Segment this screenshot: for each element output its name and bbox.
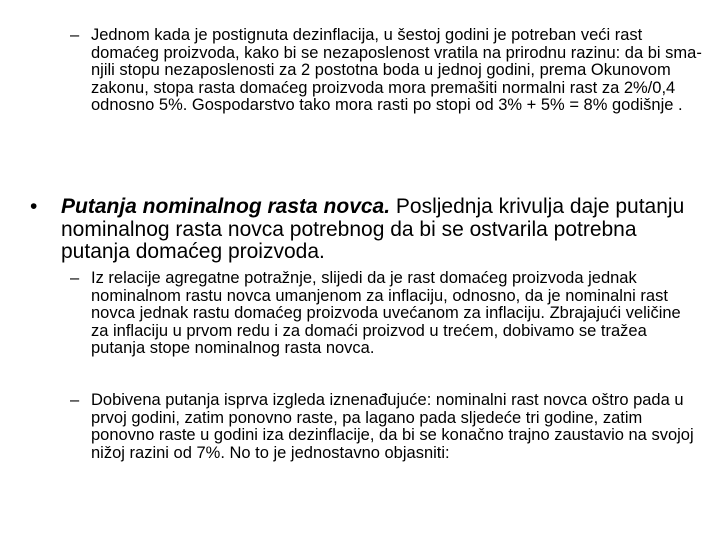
sub-bullet-text: Iz relacije agregatne potražnje, slijedi da je rast domaćeg proizvoda jednak nominalnom rastu novca umanjenom za inflaciju, odnosno, da je nominalni rast novca jednak rastu domaćeg proizvoda uvećanom za inflaciju. Zbrajajući veličine za inflaciju u prvom redu i za domaći proizvod u trećem, dobivamo se tražea putanja stope nominalnog rasta novca. [91,269,681,357]
bullet-text [61,196,694,264]
bullet-nominal-money-growth [30,196,694,264]
sub-bullet-resulting-path [70,392,702,462]
dash-marker: – [70,391,80,409]
dash-marker: – [70,26,80,44]
sub-bullet-text: Dobivena putanja isprva izgleda iznenađujuće: nominalni rast novca oštro pada u prvoj godini, zatim ponovno raste, pa lagano pada sljedeće tri godine, zatim ponovno raste u godini iza dezinflacije, da bi se konačno trajno zaustavio na svojoj nižoj razini od 7%. No to je jednostavno objasniti: [91,391,694,462]
bullet-marker: • [30,195,38,218]
sub-bullet-aggregate-demand [70,270,702,358]
dash-marker: – [70,269,80,287]
bullet-lead: Putanja nominalnog rasta novca. [61,195,391,218]
bullet-body: Posljednja krivulja daje putanju nominalnog rasta novca potrebnog da bi se ostvarila potrebna putanja domaćeg proizvoda. [61,195,685,263]
sub-bullet-text: Jednom kada je postignuta dezinflacija, u šestoj godini je potreban veći rast domaćeg proizvoda, kako bi se nezaposlenost vratila na prirodnu razinu: da bi sma-njili stopu nezaposlenosti za 2 postotna boda u jednoj godini, prema Okunovom zakonu, stopa rasta domaćeg proizvoda mora premašiti normalni rast za 2%/0,4 odnosno 5%. Gospodarstvo tako mora rasti po stopi od 3% + 5% = 8% godišnje . [91,26,702,114]
sub-bullet-disinflation [70,27,702,115]
